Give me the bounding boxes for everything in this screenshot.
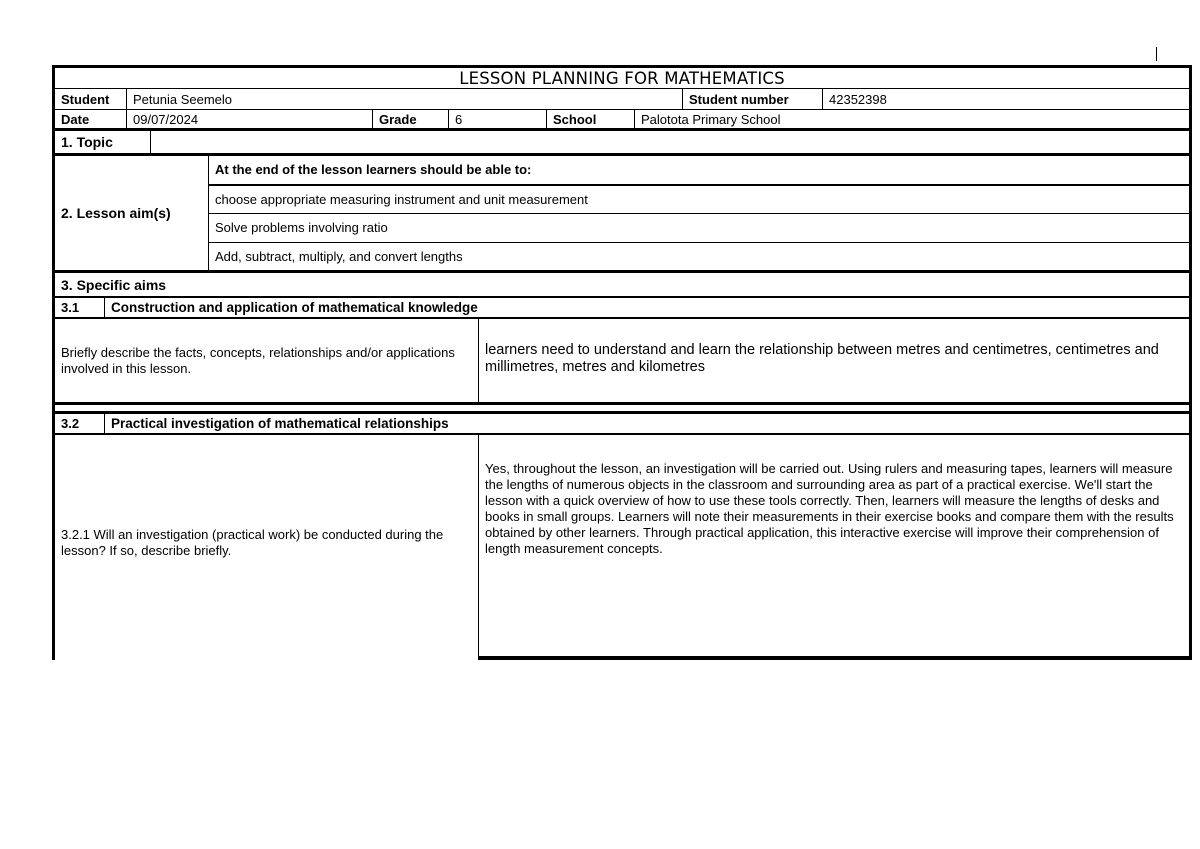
section-3-2-number: 3.2 [55, 414, 105, 433]
date-field[interactable]: 09/07/2024 [127, 110, 373, 128]
topic-field[interactable] [151, 131, 1189, 153]
section-3-1-heading [55, 298, 1189, 319]
lesson-aims-header: At the end of the lesson learners should be able to: [209, 156, 1189, 186]
specific-aims-heading: 3. Specific aims [55, 273, 1189, 298]
section-3-1-body [55, 319, 1189, 405]
lesson-aims-label: 2. Lesson aim(s) [55, 156, 209, 270]
date-label: Date [55, 110, 127, 128]
lesson-aims-section [55, 156, 1189, 273]
section-3-2-body [55, 435, 1189, 660]
section-3-1-title: Construction and application of mathematical knowledge [111, 300, 478, 315]
school-label: School [547, 110, 635, 128]
section-3-1-answer[interactable]: learners need to understand and learn the relationship between metres and centimetres, centimetres and millimetres, metres and kilometres [485, 342, 1159, 375]
school-field[interactable]: Palotota Primary School [641, 111, 781, 127]
section-3-2-question: 3.2.1 Will an investigation (practical work) be conducted during the lesson? If so, describe briefly. [55, 435, 479, 660]
section-3-1-number: 3.1 [55, 298, 105, 317]
lesson-aim-item[interactable]: choose appropriate measuring instrument and unit measurement [209, 186, 1189, 215]
section-3-2-title: Practical investigation of mathematical relationships [111, 416, 449, 431]
section-3-1-question: Briefly describe the facts, concepts, relationships and/or applications involved in this lesson. [55, 319, 479, 402]
grade-field[interactable]: 6 [449, 110, 547, 128]
student-number-label: Student number [683, 89, 823, 109]
student-number-field[interactable]: 42352398 [829, 91, 887, 107]
topic-label: 1. Topic [55, 131, 151, 153]
lesson-plan-form [52, 65, 1192, 660]
form-title: LESSON PLANNING FOR MATHEMATICS [55, 65, 1189, 89]
section-3-2-answer[interactable]: Yes, throughout the lesson, an investigation will be carried out. Using rulers and measuring tapes, learners will measure the lengths of numerous objects in the classroom and surrounding area as part of a practical exercise. We'll start the lesson with a quick overview of how to use these tools correctly. Then, learners will measure the lengths of desks and books in small groups. Learners will note their measurements in their exercise books and compare them with the results obtained by other learners. Through practical application, this interactive exercise will improve their comprehension of length measurement concepts. [479, 435, 1189, 660]
student-label: Student [55, 89, 127, 109]
student-info-row [55, 89, 1189, 110]
section-spacer [55, 405, 1189, 414]
page-margin-mark [1156, 47, 1157, 61]
lesson-aim-item[interactable]: Solve problems involving ratio [209, 214, 1189, 243]
topic-row [55, 131, 1189, 156]
date-grade-school-row [55, 110, 1189, 131]
lesson-aims-list [209, 156, 1189, 270]
grade-label: Grade [373, 110, 449, 128]
lesson-aim-item[interactable]: Add, subtract, multiply, and convert lengths [215, 248, 463, 264]
student-name-field[interactable]: Petunia Seemelo [127, 89, 683, 109]
section-3-2-heading [55, 414, 1189, 435]
